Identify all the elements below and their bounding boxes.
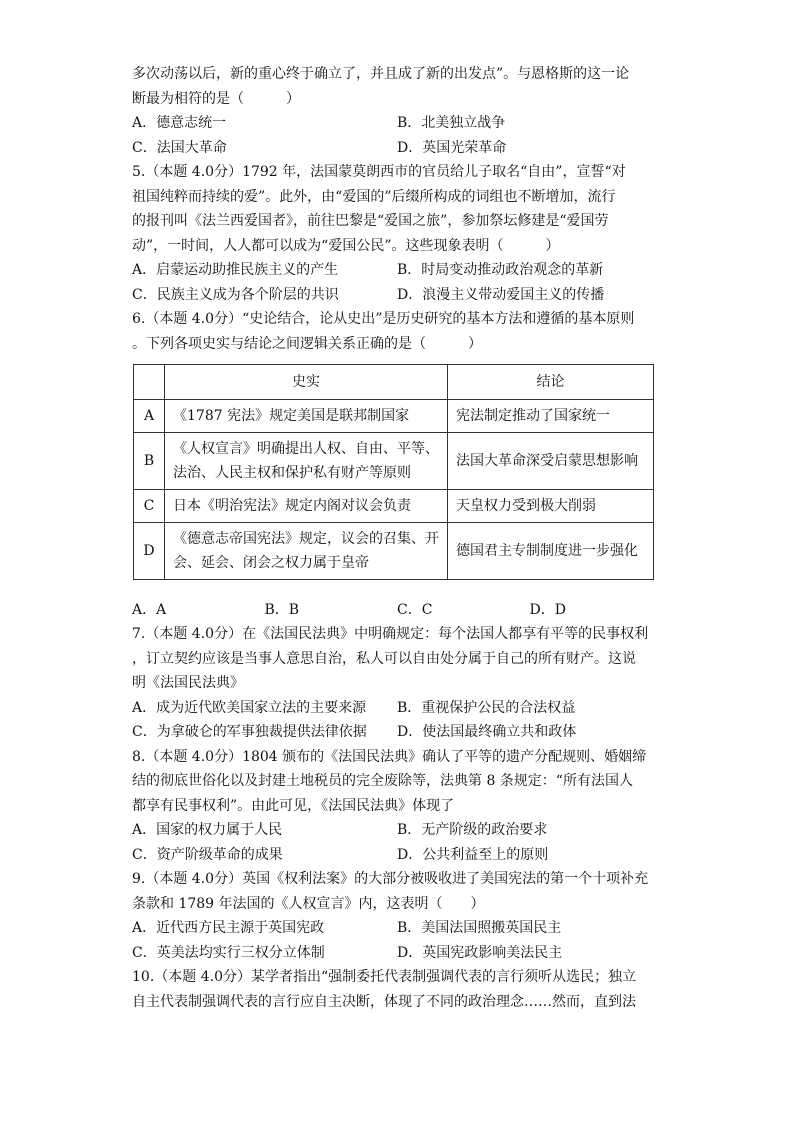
question-text-line: 断最为相符的是（ ） [132, 90, 300, 107]
row-letter: D [134, 523, 165, 580]
row-letter: A [134, 400, 165, 433]
question-7 [132, 622, 662, 745]
option-c[interactable]: C．英美法均实行三权分立体制 [132, 944, 325, 961]
question-text-line: 动”，一时间，人人都可以成为“爱国公民”。这些现象表明（ ） [132, 237, 560, 254]
question-text-line: 6.（本题 4.0分）“史论结合，论从史出”是历史研究的基本方法和遵循的基本原则 [132, 311, 635, 327]
option-b[interactable]: B．重视保护公民的合法权益 [397, 699, 576, 716]
option-d[interactable]: D．英国光荣革命 [397, 139, 507, 156]
question-10 [132, 965, 662, 1014]
question-text-line: 10.（本题 4.0分）某学者指出“强制委托代表制强调代表的言行须听从选民；独立 [132, 969, 637, 985]
table-header-fact: 史实 [165, 365, 448, 400]
option-c[interactable]: C．民族主义成为各个阶层的共识 [132, 286, 339, 303]
option-row [132, 941, 662, 966]
option-c[interactable]: C．资产阶级革命的成果 [132, 846, 283, 863]
option-row [132, 696, 662, 721]
table-header-row [134, 365, 654, 400]
table-row [134, 433, 654, 490]
row-conclusion: 法国大革命深受启蒙思想影响 [448, 433, 654, 490]
row-fact: 日本《明治宪法》规定内阁对议会负责 [165, 490, 448, 523]
fact-conclusion-table [133, 364, 654, 580]
table-row [134, 400, 654, 433]
option-row [132, 283, 662, 308]
row-fact: 《1787 宪法》规定美国是联邦制国家 [165, 400, 448, 433]
option-d[interactable]: D．英国宪政影响美法民主 [397, 944, 563, 961]
option-a[interactable]: A．A [132, 602, 167, 618]
option-a[interactable]: A．启蒙运动助推民族主义的产生 [132, 262, 339, 278]
option-d[interactable]: D．D [529, 602, 566, 618]
question-6 [132, 307, 662, 622]
question-5 [132, 160, 662, 307]
question-text-line: 条款和 1789 年法国的《人权宣言》内，这表明（ ） [132, 895, 485, 912]
option-row [132, 258, 662, 283]
question-text-line: 8.（本题 4.0分）1804 颁布的《法国民法典》确认了平等的遗产分配规则、婚姻缔 [132, 748, 647, 765]
row-letter: C [134, 490, 165, 523]
option-row [132, 843, 662, 868]
question-text-line: 结的彻底世俗化以及封建土地税员的完全废除等，法典第 8 条规定：“所有法国人 [132, 773, 633, 789]
question-text-line: 祖国纯粹而持续的爱”。此外，由“爱国的”后缀所构成的词组也不断增加，流行 [132, 188, 616, 205]
question-text-line: 明《法国民法典》 [132, 675, 244, 691]
option-a[interactable]: A．德意志统一 [132, 115, 227, 131]
option-c[interactable]: C．法国大革命 [132, 139, 227, 156]
option-b[interactable]: B．B [264, 602, 300, 618]
option-row [132, 818, 662, 843]
row-conclusion: 天皇权力受到极大削弱 [448, 490, 654, 523]
row-fact: 《德意志帝国宪法》规定，议会的召集、开会、延会、闭会之权力属于皇帝 [165, 523, 448, 580]
option-row [132, 598, 662, 622]
question-content [132, 62, 662, 1014]
option-b[interactable]: B．北美独立战争 [397, 115, 506, 131]
row-conclusion: 宪法制定推动了国家统一 [448, 400, 654, 433]
table-row [134, 490, 654, 523]
row-fact: 《人权宣言》明确提出人权、自由、平等、法治、人民主权和保护私有财产等原则 [165, 433, 448, 490]
question-text-line: 都享有民事权利”。由此可见，《法国民法典》体现了 [132, 797, 455, 814]
option-c[interactable]: C．为拿破仑的军事独裁提供法律依据 [132, 724, 367, 740]
option-b[interactable]: B．时局变动推动政治观念的革新 [397, 262, 604, 278]
option-a[interactable]: A．成为近代欧美国家立法的主要来源 [132, 699, 367, 716]
table-row [134, 523, 654, 580]
option-row [132, 136, 662, 161]
question-text-line: 多次动荡以后，新的重心终于确立了，并且成了新的出发点”。与恩格斯的这一论 [132, 66, 630, 82]
option-d[interactable]: D．公共利益至上的原则 [397, 846, 549, 863]
option-c[interactable]: C．C [397, 602, 433, 618]
option-a[interactable]: A．近代西方民主源于英国宪政 [132, 920, 325, 936]
option-b[interactable]: B．美国法国照搬英国民主 [397, 920, 562, 936]
question-text-line: 的报刊叫《法兰西爱国者》，前往巴黎是“爱国之旅”，参加祭坛修建是“爱国劳 [132, 213, 609, 229]
question-text-line: 9.（本题 4.0分）英国《权利法案》的大部分被吸收进了美国宪法的第一个十项补充 [132, 871, 649, 887]
table-header-empty [134, 365, 165, 400]
row-letter: B [134, 433, 165, 490]
option-row [132, 916, 662, 941]
question-4 [132, 62, 662, 160]
table-header-conclusion: 结论 [448, 365, 654, 400]
question-text-line: ，订立契约应该是当事人意思自治，私人可以自由处分属于自己的所有财产。这说 [132, 650, 636, 667]
option-b[interactable]: B．无产阶级的政治要求 [397, 822, 548, 838]
question-text-line: 5.（本题 4.0分）1792 年，法国蒙莫朗西市的官员给儿子取名“自由”，宣誓“对 [132, 164, 626, 180]
row-conclusion: 德国君主专制制度进一步强化 [448, 523, 654, 580]
option-row [132, 720, 662, 745]
option-d[interactable]: D．浪漫主义带动爱国主义的传播 [397, 286, 605, 303]
question-text-line: 。下列各项史实与结论之间逻辑关系正确的是（ ） [132, 335, 482, 352]
question-text-line: 7.（本题 4.0分）在《法国民法典》中明确规定：每个法国人都享有平等的民事权利 [132, 626, 649, 642]
option-row [132, 111, 662, 136]
question-text-line: 自主代表制强调代表的言行应自主决断，体现了不同的政治理念……然而，直到法 [132, 993, 636, 1010]
option-d[interactable]: D．使法国最终确立共和政体 [397, 724, 577, 740]
option-a[interactable]: A．国家的权力属于人民 [132, 822, 283, 838]
question-8 [132, 745, 662, 868]
question-9 [132, 867, 662, 965]
